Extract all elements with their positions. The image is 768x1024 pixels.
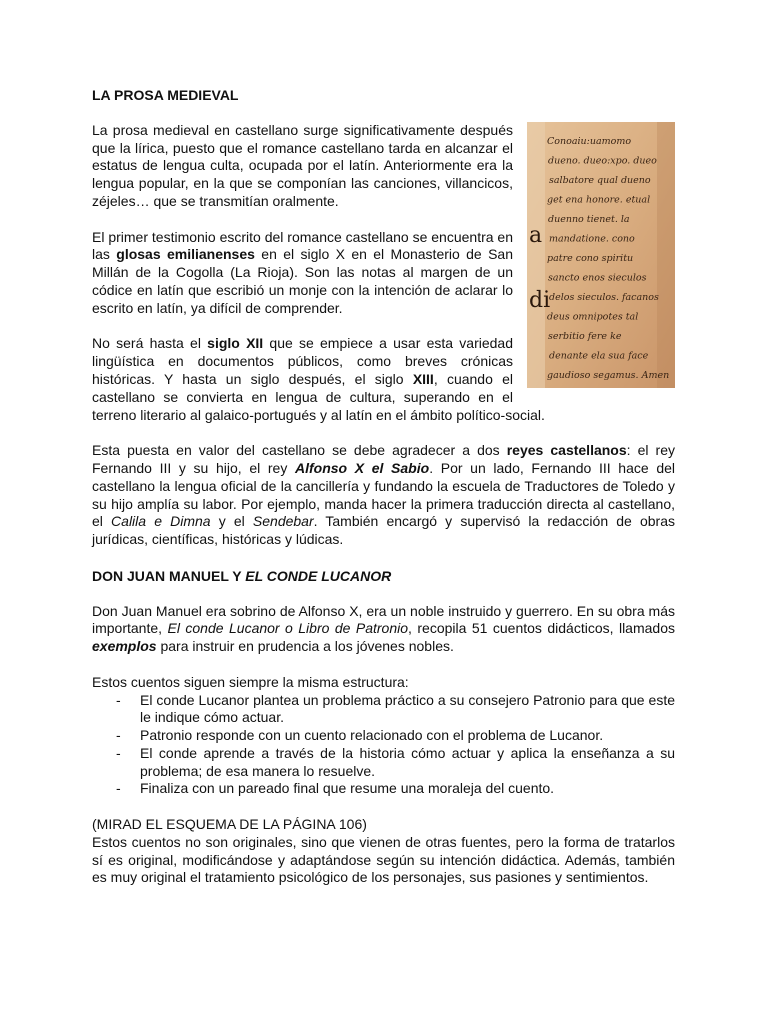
glosas-emilianenses-manuscript-picture: [527, 122, 675, 388]
gloss-line: duenno tienet. la: [548, 213, 630, 225]
structure-list: [92, 692, 675, 799]
alfonso-x-bold-italic: Alfonso X el Sabio: [294, 459, 430, 476]
gloss-line: deus omnipotes tal: [547, 311, 639, 323]
conde-lucanor-title-italic: El conde Lucanor o Libro de Patronio: [167, 620, 409, 637]
list-item: - Finaliza con un pareado final que resume una moraleja del cuento.: [116, 780, 555, 797]
paragraph-siglos: No será hasta el siglo XII que se empiece a usar esta variedad lingüística en documentos públicos, como breves crónicas históricas. Y hasta un siglo después, el siglo XIII, cuando el castellano se convierta en lengua de cultura, superando en el terreno literario al galaico-portugués y al latín en el ámbito político-social.: [92, 335, 545, 423]
gloss-line: mandatione. cono: [549, 233, 635, 245]
document-page: [92, 86, 675, 887]
gloss-line: serbitio fere ke: [548, 330, 622, 342]
siglo-xii-bold: siglo XII: [207, 335, 264, 352]
gloss-line: patre cono spiritu: [547, 252, 634, 264]
glosas-emilianenses-bold: glosas emilianenses: [116, 246, 255, 263]
gloss-line: salbatore qual dueno: [549, 174, 651, 186]
paragraph-estructura-intro: Estos cuentos siguen siempre la misma estructura:: [92, 673, 409, 690]
gloss-line: denante ela sua face: [549, 350, 649, 362]
gloss-line: sancto enos sieculos: [548, 272, 647, 284]
gloss-line: get ena honore. etual: [547, 194, 651, 206]
reyes-castellanos-bold: reyes castellanos: [506, 442, 627, 459]
side-letter: a: [529, 222, 543, 248]
sendebar-italic: Sendebar: [252, 513, 314, 530]
list-item: - El conde Lucanor plantea un problema práctico a su consejero Patronio para que este le indique cómo actuar.: [116, 691, 675, 726]
gloss-line: gaudioso segamus. Amen: [547, 369, 670, 381]
section-heading-don-juan-manuel: DON JUAN MANUEL Y EL CONDE LUCANOR: [92, 567, 392, 584]
gloss-line: Conoaiu:uamomo: [547, 135, 632, 147]
list-item: - Patronio responde con un cuento relacionado con el problema de Lucanor.: [116, 727, 604, 744]
calila-e-dimna-italic: Calila e Dimna: [111, 513, 211, 530]
paragraph-glosas: El primer testimonio escrito del romance castellano se encuentra en las glosas emilianenses en el siglo X en el Monasterio de San Millán de la Cogolla (La Rioja). Son las notas al margen de un códice en latín que escribió un monje con la intención de aclarar lo escrito en latín, ya difícil de comprender.: [92, 228, 513, 316]
paragraph-don-juan-manuel: Don Juan Manuel era sobrino de Alfonso X, era un noble instruido y guerrero. En su obra más importante, El conde Lucanor o Libro de Patronio, recopila 51 cuentos didácticos, llamados exemplos para instruir en prudencia a los jóvenes nobles.: [92, 602, 675, 655]
list-item: - El conde aprende a través de la historia cómo actuar y aplica la enseñanza a su problema; de esa manera lo resuelve.: [116, 744, 675, 779]
side-letter: di: [529, 287, 551, 313]
siglo-xiii-bold: XIII: [412, 370, 434, 387]
paragraph-intro: La prosa medieval en castellano surge significativamente después que la lírica, puesto que el romance castellano tarda en alcanzar el estatus de lengua culta, ocupada por el latín. Anteriormente era la lengua popular, en la que se componían las canciones, villancicos, zéjeles… que se transmitían oralmente.: [92, 121, 513, 209]
exemplos-bold-italic: exemplos: [92, 638, 157, 655]
paragraph-originalidad: Estos cuentos no son originales, sino que vienen de otras fuentes, pero la forma de tratarlos sí es original, modificándose y adaptándose según su intención didáctica. Además, también es muy original el tratamiento psicológico de los personajes, sus pasiones y sentimientos.: [92, 833, 675, 886]
paragraph-esquema-note: (MIRAD EL ESQUEMA DE LA PÁGINA 106): [92, 816, 367, 833]
gloss-line: dueno. dueo:xpo. dueo: [548, 155, 657, 167]
gloss-line: delos sieculos. facanos: [549, 291, 659, 303]
paragraph-reyes: Esta puesta en valor del castellano se debe agradecer a dos reyes castellanos: el rey Fernando III y su hijo, el rey Alfonso X el Sabio. Por un lado, Fernando III hace del castellano la lengua oficial de la cancillería y fundando la escuela de Traductores de Toledo y su hijo amplía su labor. Por ejemplo, manda hacer la primera traducción directa al castellano, el Calila e Dimna y el Sendebar. También encargó y supervisó la redacción de obras jurídicas, científicas, históricas y lúdicas.: [92, 442, 676, 548]
manuscript-image: [527, 122, 675, 388]
section-heading-prosa-medieval: LA PROSA MEDIEVAL: [92, 87, 239, 103]
